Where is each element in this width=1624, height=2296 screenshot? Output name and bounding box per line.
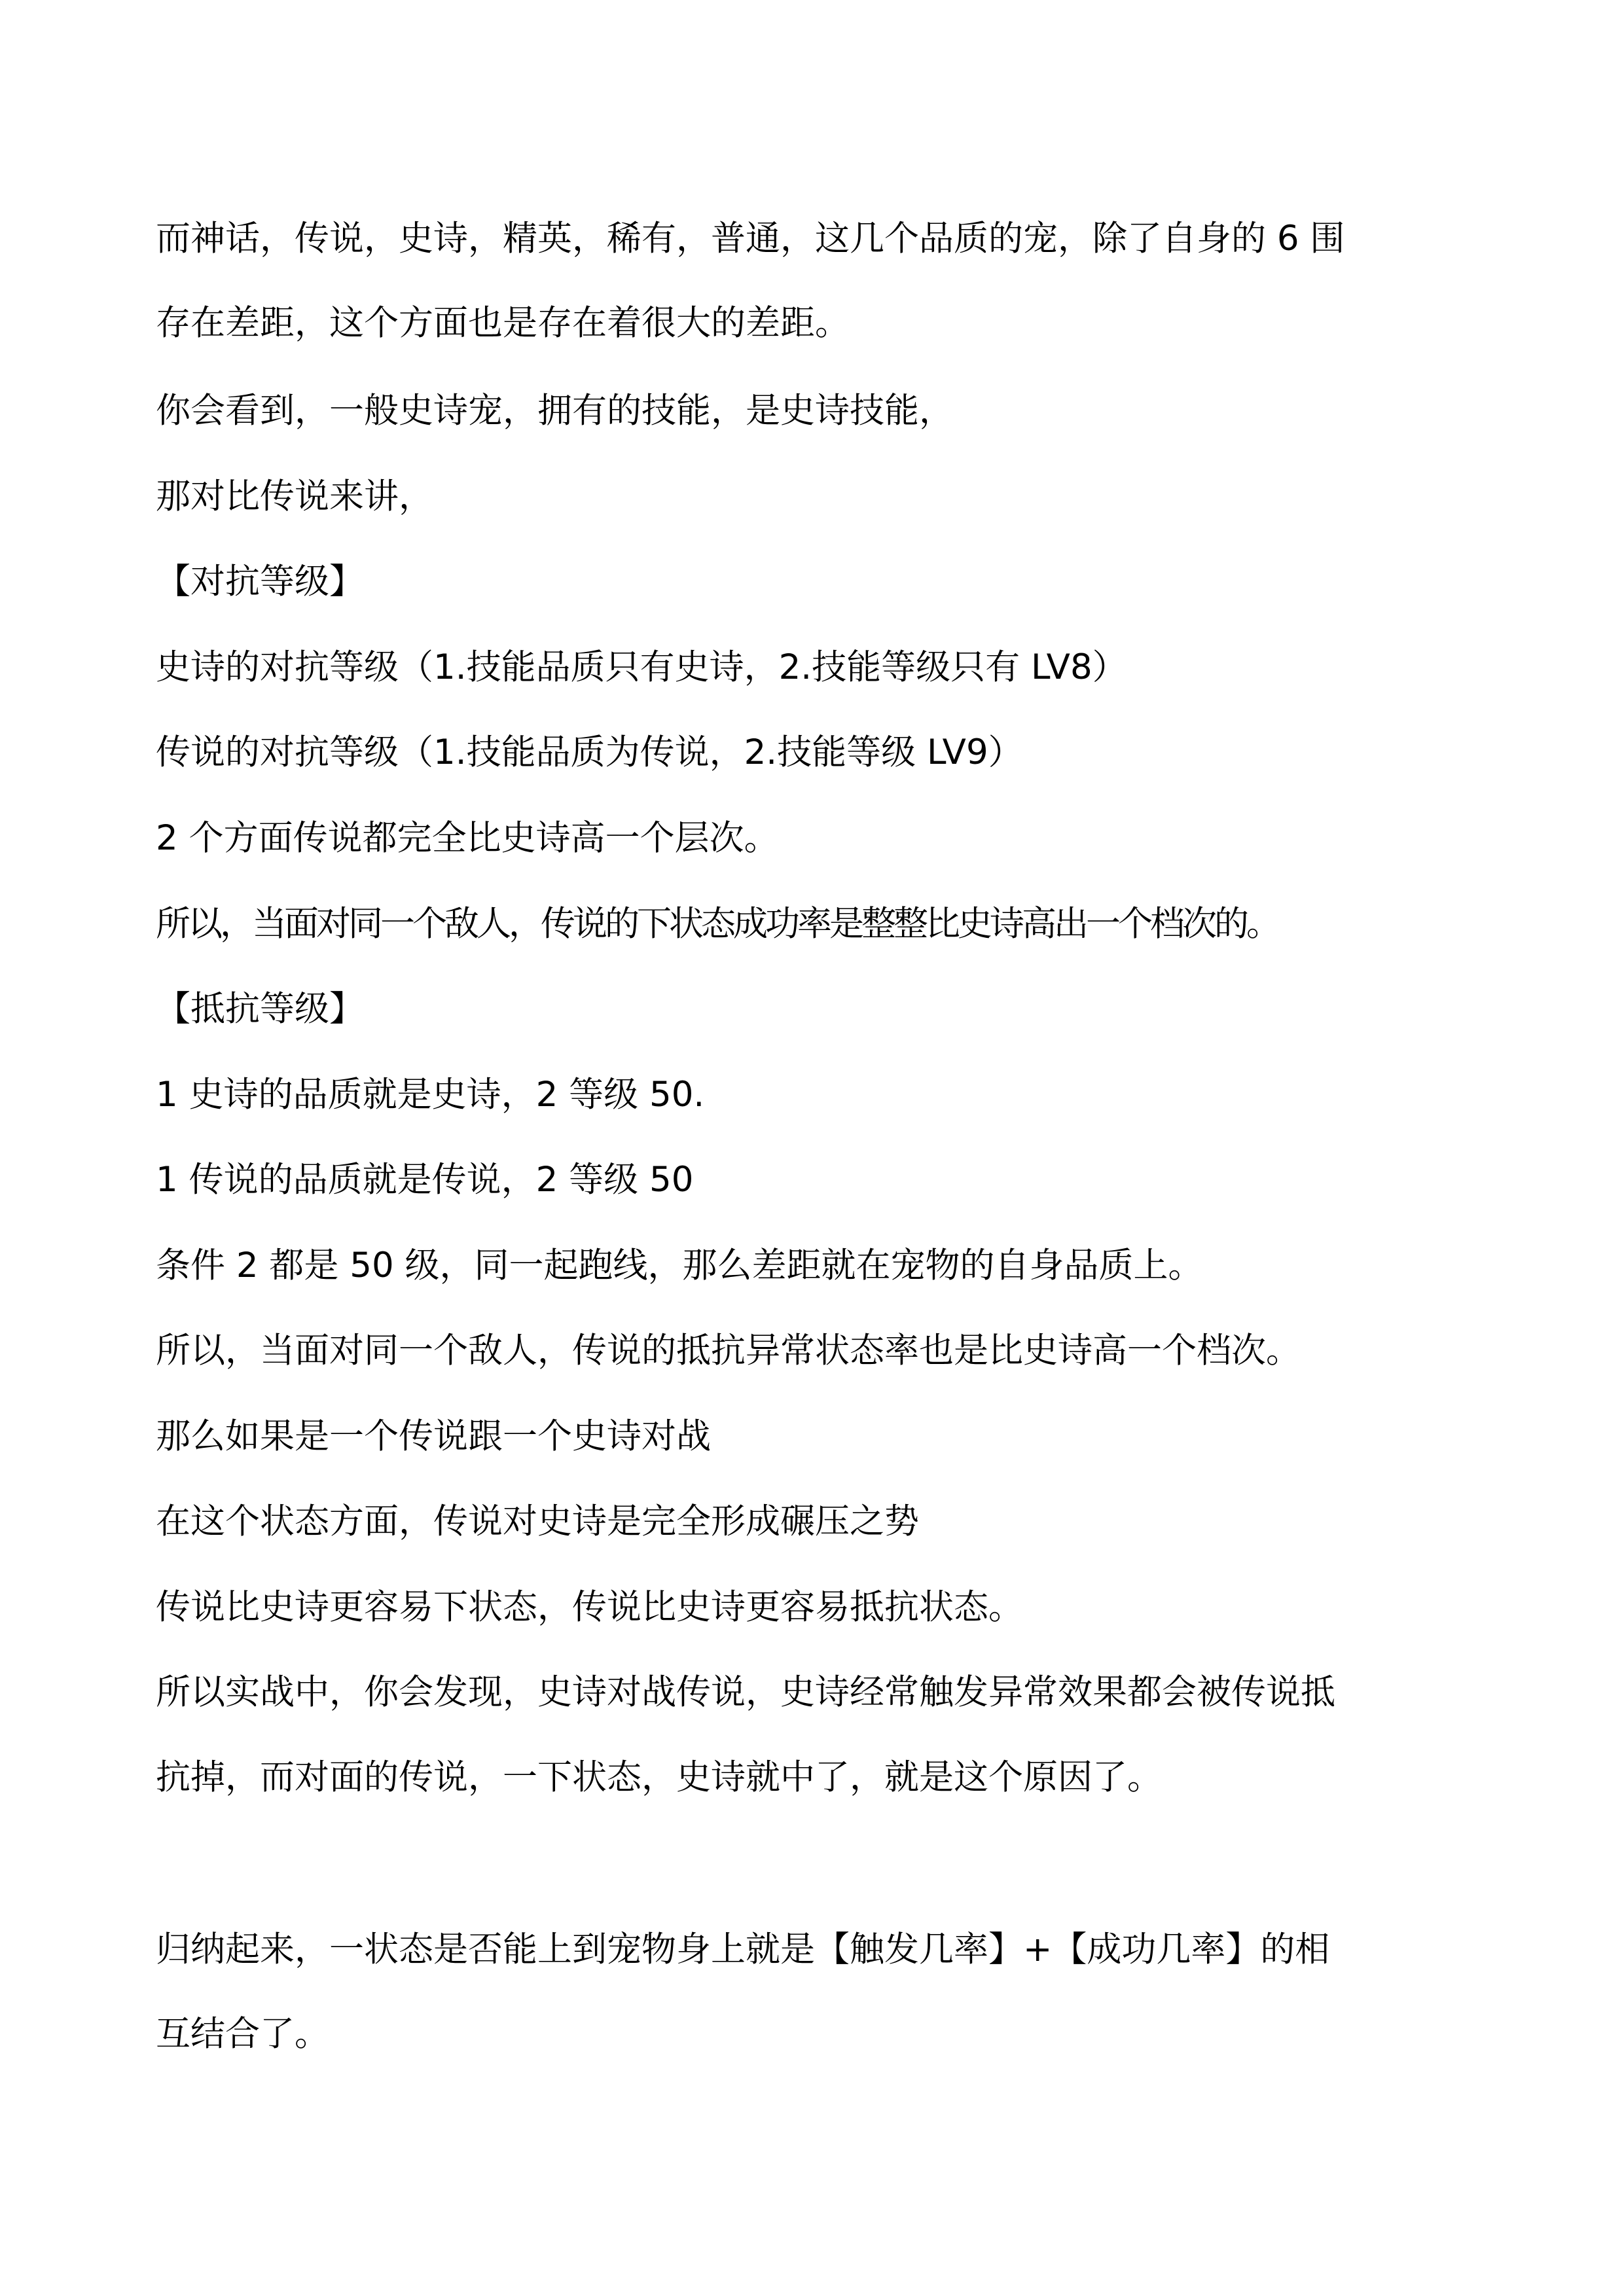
paragraph-line-12: 1 传说的品质就是传说，2 等级 50 — [156, 1160, 694, 1200]
paragraph-line-4: 那对比传说来讲， — [156, 476, 433, 516]
paragraph-line-20: 归纳起来，一状态是否能上到宠物身上就是【触发几率】+【成功几率】的相 — [156, 1929, 1330, 1969]
paragraph-line-9: 所以，当面对同一个敌人，传说的下状态成功率是整整比史诗高出一个档次的。 — [156, 904, 1278, 944]
paragraph-line-8: 2 个方面传说都完全比史诗高一个层次。 — [156, 818, 779, 858]
paragraph-line-11: 1 史诗的品质就是史诗，2 等级 50. — [156, 1075, 705, 1115]
section-heading-resistance-level: 【对抗等级】 — [156, 562, 364, 601]
paragraph-line-13: 条件 2 都是 50 级，同一起跑线，那么差距就在宠物的自身品质上。 — [156, 1246, 1203, 1285]
paragraph-line-19: 抗掉，而对面的传说，一下状态，史诗就中了，就是这个原因了。 — [156, 1757, 1162, 1797]
section-heading-resist-level: 【抵抗等级】 — [156, 989, 364, 1029]
paragraph-line-7: 传说的对抗等级（1.技能品质为传说，2.技能等级 LV9） — [156, 732, 1023, 772]
paragraph-line-17: 传说比史诗更容易下状态，传说比史诗更容易抵抗状态。 — [156, 1587, 1023, 1627]
paragraph-line-2: 存在差距，这个方面也是存在着很大的差距。 — [156, 303, 850, 343]
paragraph-line-6: 史诗的对抗等级（1.技能品质只有史诗，2.技能等级只有 LV8） — [156, 647, 1127, 687]
paragraph-line-21: 互结合了。 — [156, 2014, 329, 2054]
paragraph-line-3: 你会看到，一般史诗宠，拥有的技能，是史诗技能， — [156, 391, 954, 431]
paragraph-line-1: 而神话，传说，史诗，精英，稀有，普通，这几个品质的宠，除了自身的 6 围 — [156, 219, 1345, 259]
paragraph-line-16: 在这个状态方面，传说对史诗是完全形成碾压之势 — [156, 1501, 919, 1541]
paragraph-line-14: 所以，当面对同一个敌人，传说的抵抗异常状态率也是比史诗高一个档次。 — [156, 1331, 1301, 1371]
paragraph-line-15: 那么如果是一个传说跟一个史诗对战 — [156, 1416, 711, 1456]
paragraph-line-18: 所以实战中，你会发现，史诗对战传说，史诗经常触发异常效果都会被传说抵 — [156, 1672, 1335, 1712]
